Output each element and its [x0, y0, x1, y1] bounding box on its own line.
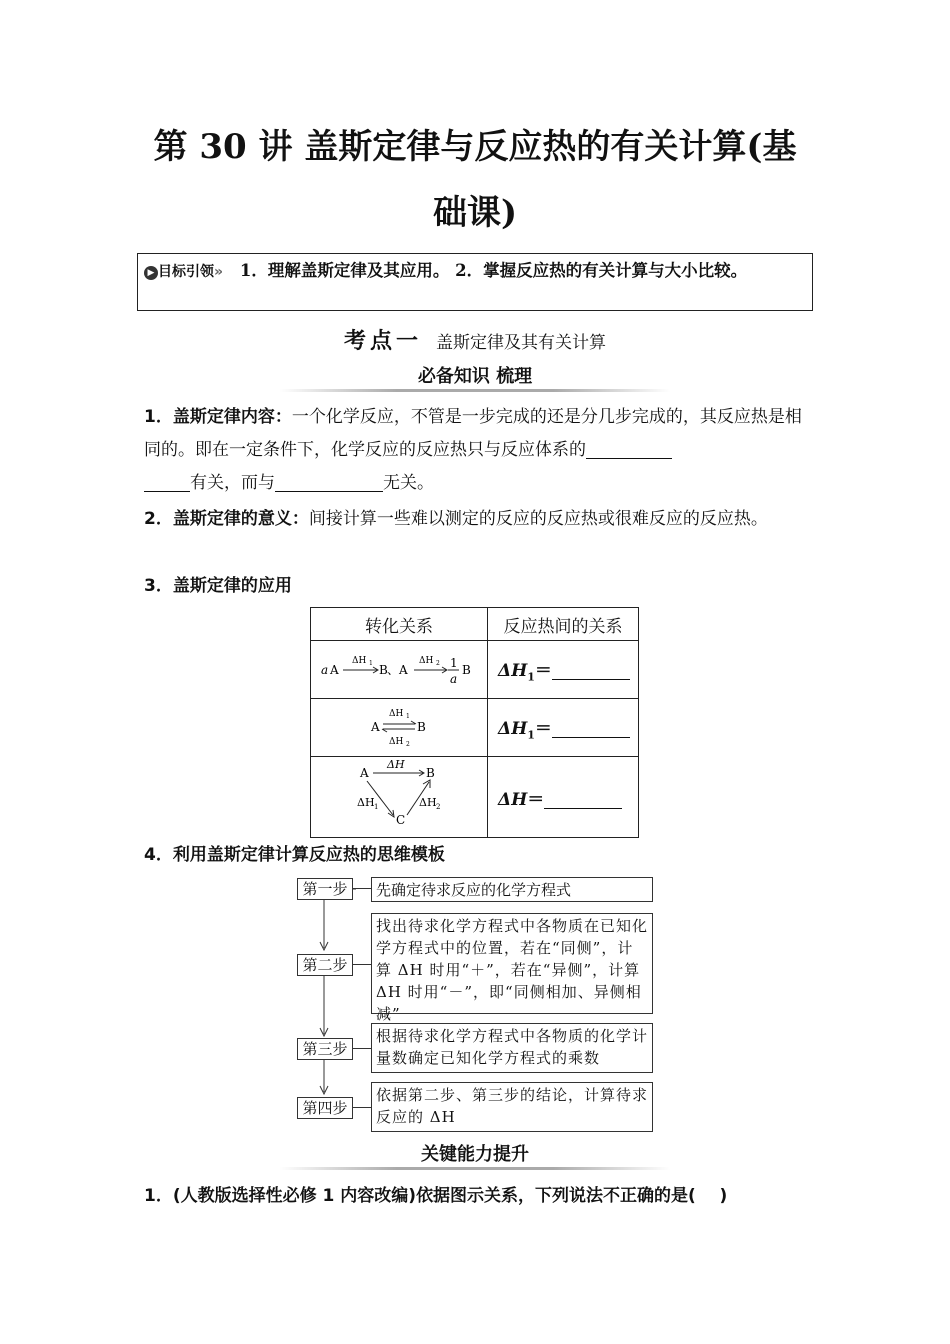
step-1-label: 第一步: [297, 878, 353, 900]
p1-head: 1．盖斯定律内容：: [144, 407, 292, 427]
blank-row3: [544, 788, 622, 809]
dh1-sub: 1: [374, 803, 379, 811]
p1-text1: 一个化学反应，不管是一步完成的还是分几步完成的，其反应热是相同的。即在一定条件下，化学反应的反应热只与反应体系的: [144, 407, 802, 460]
dh2-label: ΔH: [389, 737, 404, 747]
q1-answer-blank: ): [695, 1186, 728, 1206]
blank-2: [275, 471, 383, 492]
species-a: A: [330, 663, 339, 677]
fraction-num: 1: [450, 656, 458, 670]
double-chevron-icon: »: [214, 264, 224, 280]
q1-number: 1．: [144, 1186, 173, 1206]
band-divider: [280, 389, 670, 392]
equals: ＝: [527, 789, 545, 810]
p1-text3: 无关。: [383, 473, 434, 493]
table-row: [311, 641, 639, 699]
separator: 、A: [387, 663, 408, 677]
dh2-label: ΔH: [419, 656, 434, 666]
dh1-label: ΔH: [352, 656, 367, 666]
paragraph-4: [144, 839, 808, 872]
fraction-den: a: [450, 672, 458, 686]
dh2-sub: 2: [436, 660, 440, 667]
flow-connectors: [296, 870, 356, 1130]
step-2-label: 第二步: [297, 954, 353, 976]
coef-a: a: [321, 663, 329, 677]
species-a: A: [371, 720, 380, 734]
delta-h: ΔH: [498, 789, 528, 810]
delta-h: ΔH: [498, 660, 528, 681]
dh1-label: ΔH: [357, 796, 375, 809]
dh1-sub: 1: [406, 713, 410, 720]
step-4-link: [353, 1107, 371, 1108]
step-2-text: 找出待求化学方程式中各物质在已知化学方程式中的位置，若在“同侧”，计算 ΔH 时用“＋”，若在“异侧”，计算 ΔH 时用“－”，即“同侧相加、异侧相减”: [371, 913, 653, 1014]
section-subtitle: 盖斯定律及其有关计算: [436, 333, 606, 353]
species-b: B: [379, 663, 388, 677]
paragraph-3: [144, 570, 808, 603]
play-icon: ▶: [144, 266, 158, 280]
species-c: C: [396, 813, 406, 827]
p2-text: 间接计算一些难以测定的反应的反应热或很难反应的反应热。: [308, 509, 768, 529]
equals: ＝: [534, 718, 552, 739]
dh2-sub: 2: [436, 803, 441, 811]
p1-text2: 有关，而与: [190, 473, 275, 493]
row2-diagram: [311, 699, 488, 757]
goal-text: 1．理解盖斯定律及其应用。 2．掌握反应热的有关计算与大小比较。: [239, 261, 748, 280]
row1-relation: [488, 641, 639, 699]
p3-head: 3．盖斯定律的应用: [144, 576, 292, 596]
step-2-link: [353, 964, 371, 965]
relation-table: [310, 607, 639, 838]
page-title-line1: 第 30 讲 盖斯定律与反应热的有关计算(基: [153, 127, 797, 167]
blank-row1: [552, 659, 630, 680]
step-4-label: 第四步: [297, 1097, 353, 1119]
blank-1b: [144, 471, 190, 492]
step-3-link: [353, 1048, 371, 1049]
paragraph-2: [144, 503, 808, 536]
question-1: [144, 1180, 808, 1213]
row3-relation: [488, 757, 639, 838]
equals: ＝: [534, 660, 552, 681]
band-ability-label: 关键能力提升: [421, 1144, 529, 1165]
q1-text: 依据图示关系，下列说法不正确的是(: [416, 1186, 696, 1206]
page-title: [0, 118, 950, 176]
dh1-label: ΔH: [389, 709, 404, 719]
blank-1a: [586, 438, 672, 459]
step-3-label: 第三步: [297, 1038, 353, 1060]
band-knowledge: [280, 362, 670, 388]
paragraph-1: [144, 401, 808, 500]
p2-head: 2．盖斯定律的意义：: [144, 509, 309, 529]
blank-row2: [552, 717, 630, 738]
page-title-line2: 础课): [432, 193, 518, 233]
arrow-head: [423, 780, 430, 788]
table-col2-header: 反应热间的关系: [488, 608, 639, 641]
section-label: 考点一: [343, 328, 422, 354]
goal-badge: ▶ 目标引领»: [144, 264, 228, 280]
dh-label: ΔH: [387, 758, 405, 771]
section-heading: [0, 324, 950, 355]
goal-box: [137, 253, 813, 311]
step-1-link: [353, 888, 371, 889]
p4-head: 4．利用盖斯定律计算反应热的思维模板: [144, 845, 445, 865]
page-title-cont: [0, 184, 950, 242]
delta-h-sub: 1: [527, 728, 535, 742]
row1-diagram: [311, 641, 488, 699]
arrow-head: [388, 810, 394, 817]
species-b: B: [426, 766, 435, 780]
table-col1-header: 转化关系: [311, 608, 488, 641]
step-4-text: 依据第二步、第三步的结论，计算待求反应的 ΔH: [371, 1082, 653, 1132]
dh2-label: ΔH: [419, 796, 437, 809]
table-header-row: [311, 608, 639, 641]
table-row: [311, 699, 639, 757]
table-row: [311, 757, 639, 838]
band-ability: [280, 1140, 670, 1166]
goal-content: [144, 256, 806, 287]
species-b: B: [462, 663, 471, 677]
dh1-sub: 1: [369, 660, 373, 667]
row2-relation: [488, 699, 639, 757]
band-knowledge-label: 必备知识 梳理: [417, 366, 533, 387]
delta-h-sub: 1: [527, 670, 535, 684]
species-b: B: [417, 720, 426, 734]
step-3-text: 根据待求化学方程式中各物质的化学计量数确定已知化学方程式的乘数: [371, 1023, 653, 1073]
row3-diagram: [311, 757, 488, 838]
step-1-text: 先确定待求反应的化学方程式: [371, 877, 653, 902]
q1-source: (人教版选择性必修 1 内容改编): [172, 1186, 417, 1206]
dh2-sub: 2: [406, 741, 410, 748]
species-a: A: [360, 766, 369, 780]
delta-h: ΔH: [498, 718, 528, 739]
band-divider: [280, 1167, 670, 1170]
